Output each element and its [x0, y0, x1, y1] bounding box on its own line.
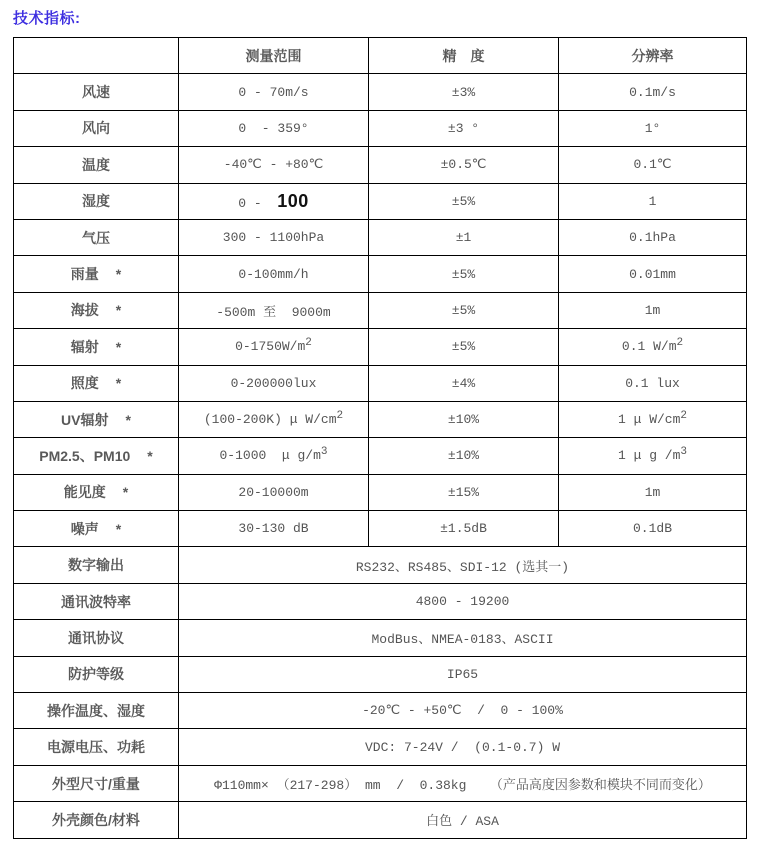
row-label: 能见度 — [63, 484, 106, 501]
row-label: 辐射 — [70, 338, 99, 355]
row-label-cell — [14, 401, 179, 437]
row-label-cell — [14, 656, 179, 692]
row-label-cell — [14, 292, 179, 328]
range-cell: 30-130 dB — [179, 511, 369, 547]
row-label: 海拔 — [70, 302, 99, 319]
row-label-cell — [14, 802, 179, 838]
row-label-cell — [14, 329, 179, 365]
table-row — [14, 547, 747, 583]
row-label: 外壳颜色/材料 — [52, 811, 140, 828]
accuracy-cell: ±5% — [369, 329, 559, 365]
table-row — [14, 511, 747, 547]
table-row — [14, 656, 747, 692]
table-row — [14, 802, 747, 838]
header-accuracy: 精 度 — [369, 38, 559, 74]
row-label: UV辐射 — [61, 411, 109, 428]
row-label: PM2.5、PM10 — [39, 447, 131, 464]
row-label-cell — [14, 74, 179, 110]
asterisk-mark: * — [122, 484, 129, 501]
range-cell: 0-1000 μ $g/m^3$ — [179, 438, 369, 474]
superscript: 2 — [336, 410, 344, 423]
row-label: 湿度 — [82, 193, 110, 210]
range-cell: 0 - 70m/s — [179, 74, 369, 110]
header-row — [14, 38, 747, 74]
table-row — [14, 620, 747, 656]
row-label-cell — [14, 620, 179, 656]
accuracy-cell: ±4% — [369, 365, 559, 401]
resolution-cell: 0.1m/s — [559, 74, 747, 110]
table-row — [14, 183, 747, 219]
accuracy-cell: ±5% — [369, 256, 559, 292]
row-label-cell — [14, 511, 179, 547]
table-row — [14, 693, 747, 729]
span-value-cell: RS232、RS485、SDI-12 (选其一) — [179, 547, 747, 583]
row-label-cell — [14, 183, 179, 219]
spec-table — [13, 37, 747, 839]
row-label: 雨量 — [70, 266, 99, 283]
range-cell: 0-200000lux — [179, 365, 369, 401]
row-label-cell — [14, 547, 179, 583]
range-cell: $0-1750W/m^2$ — [179, 329, 369, 365]
range-cell: 0-100mm/h — [179, 256, 369, 292]
row-label-cell — [14, 729, 179, 765]
superscript: 3 — [680, 446, 688, 459]
resolution-cell: 1m — [559, 474, 747, 510]
range-cell: (100-200K) μ $W/cm^2$ — [179, 401, 369, 437]
resolution-cell: 0.1℃ — [559, 147, 747, 183]
row-label: 电源电压、功耗 — [47, 739, 145, 756]
resolution-cell: 0.1 $W/m^2$ — [559, 329, 747, 365]
resolution-cell: 0.01mm — [559, 256, 747, 292]
table-row — [14, 256, 747, 292]
span-value-cell: -20℃ - +50℃ / 0 - 100% — [179, 693, 747, 729]
accuracy-cell: ±5% — [369, 183, 559, 219]
table-row — [14, 438, 747, 474]
table-row — [14, 765, 747, 801]
row-label: 温度 — [82, 156, 110, 173]
row-label: 通讯波特率 — [61, 593, 131, 610]
row-label: 照度 — [70, 375, 99, 392]
range-cell: 0 - 359° — [179, 110, 369, 146]
asterisk-mark: * — [115, 302, 122, 319]
resolution-cell: 1m — [559, 292, 747, 328]
resolution-cell: 0.1dB — [559, 511, 747, 547]
asterisk-mark: * — [115, 266, 122, 283]
asterisk-mark: * — [115, 520, 122, 537]
asterisk-mark: * — [115, 338, 122, 355]
span-value-cell: 白色 / ASA — [179, 802, 747, 838]
accuracy-cell: ±1 — [369, 219, 559, 255]
table-row — [14, 583, 747, 619]
row-label-cell — [14, 110, 179, 146]
accuracy-cell: ±15% — [369, 474, 559, 510]
row-label-cell — [14, 474, 179, 510]
table-row — [14, 401, 747, 437]
row-label-cell — [14, 438, 179, 474]
table-row — [14, 292, 747, 328]
superscript: 2 — [305, 337, 312, 350]
table-row — [14, 474, 747, 510]
span-value-cell: Φ110mm× （217-298） mm / 0.38kg （产品高度因参数和模块不同而变化） — [179, 765, 747, 801]
table-row — [14, 110, 747, 146]
resolution-cell: 0.1 lux — [559, 365, 747, 401]
row-label: 风向 — [82, 120, 110, 137]
bold-value: 100 — [277, 190, 309, 211]
table-row — [14, 329, 747, 365]
accuracy-cell: ±3 ° — [369, 110, 559, 146]
page-title: 技术指标: — [13, 10, 81, 27]
header-resolution: 分辨率 — [559, 38, 747, 74]
row-label-cell — [14, 219, 179, 255]
span-value-cell: IP65 — [179, 656, 747, 692]
accuracy-cell: ±10% — [369, 438, 559, 474]
resolution-cell: 1 μ g $/m^3$ — [559, 438, 747, 474]
row-label: 噪声 — [70, 520, 99, 537]
span-value-cell: VDC: 7-24V / (0.1-0.7) W — [179, 729, 747, 765]
row-label-cell — [14, 256, 179, 292]
resolution-cell: 1° — [559, 110, 747, 146]
table-row — [14, 147, 747, 183]
asterisk-mark: * — [115, 375, 122, 392]
row-label-cell — [14, 583, 179, 619]
row-label: 风速 — [82, 84, 110, 101]
row-label: 操作温度、湿度 — [47, 702, 145, 719]
superscript: 2 — [676, 337, 684, 350]
range-cell: 20-10000m — [179, 474, 369, 510]
header-measure-range: 测量范围 — [179, 38, 369, 74]
row-label: 数字输出 — [68, 557, 124, 574]
table-row — [14, 74, 747, 110]
accuracy-cell: ±10% — [369, 401, 559, 437]
table-row — [14, 729, 747, 765]
range-cell: 0 - 100 — [179, 183, 369, 219]
table-row — [14, 219, 747, 255]
span-value-cell: ModBus、NMEA-0183、ASCII — [179, 620, 747, 656]
span-value-cell: 4800 - 19200 — [179, 583, 747, 619]
asterisk-mark: * — [147, 447, 153, 464]
accuracy-cell: ±3% — [369, 74, 559, 110]
row-label: 外型尺寸/重量 — [52, 775, 140, 792]
accuracy-cell: ±1.5dB — [369, 511, 559, 547]
row-label: 气压 — [82, 229, 110, 246]
row-label-cell — [14, 365, 179, 401]
asterisk-mark: * — [125, 411, 131, 428]
superscript: 2 — [680, 410, 688, 423]
table-body — [14, 74, 747, 838]
superscript: 3 — [320, 446, 328, 459]
row-label-cell — [14, 147, 179, 183]
row-label-cell — [14, 693, 179, 729]
resolution-cell: 1 — [559, 183, 747, 219]
row-label: 防护等级 — [68, 666, 124, 683]
range-cell: -40℃ - +80℃ — [179, 147, 369, 183]
resolution-cell: 1 μ $W/cm^2$ — [559, 401, 747, 437]
range-cell: -500m 至 9000m — [179, 292, 369, 328]
resolution-cell: 0.1hPa — [559, 219, 747, 255]
accuracy-cell: ±5% — [369, 292, 559, 328]
header-blank-cell — [14, 38, 179, 74]
row-label-cell — [14, 765, 179, 801]
range-cell: 300 - 1100hPa — [179, 219, 369, 255]
accuracy-cell: ±0.5℃ — [369, 147, 559, 183]
row-label: 通讯协议 — [68, 629, 124, 646]
table-row — [14, 365, 747, 401]
